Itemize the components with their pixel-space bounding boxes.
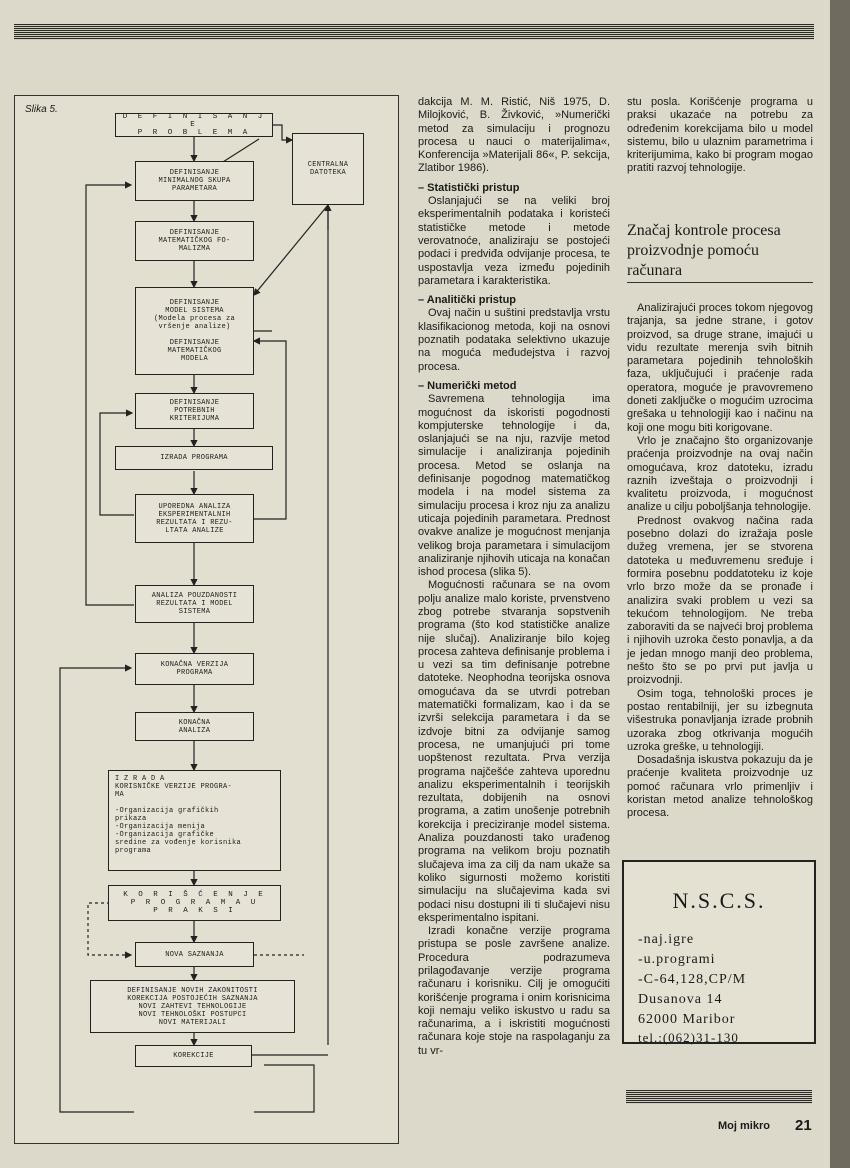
paragraph: Oslanjajući se na veliki broj eksperimentalnih podataka i koristeći statističke metode i metode verovatnoće, analiziraju se postojeći podaci i predviđa odvijanje procesa, te uspostavlja veza između pojedinih parametara i karakteristika. <box>418 195 610 287</box>
paragraph: Izradi konačne verzije programa pristupa se posle završene analize. Procedura podrazumeva prilagođavanje verzije programa računaru i korisniku. Cilj je omogućiti korišćenje programa i onim korisnicima koji nemaju veliko iskustvo u radu sa računarima, a i iskristiti mogućnosti računara koje stoje na raspolaganju za tu vr- <box>418 925 610 1057</box>
section-heading-numerical: – Numerički metod <box>418 379 517 392</box>
bottom-rule <box>626 1090 812 1104</box>
box-program-build: IZRADA PROGRAMA <box>115 446 273 470</box>
advertisement-box <box>622 860 816 1044</box>
paragraph: Vrlo je značajno što organizovanje praćenja proizvodnje na ovaj način omogućava, kroz datoteku, izradu raznih izveštaja o proizvodnji i kvalitetu proizvoda, i mogućnost analize u cilju poboljšanja tehnologije. <box>627 434 813 514</box>
box-comparison-analysis: UPOREDNA ANALIZA EKSPERIMENTALNIH REZULTATA I REZU- LTATA ANALIZE <box>135 494 254 543</box>
paragraph: stu posla. Korišćenje programa u praksi ukazaće na potrebu za određenim korekcijama bilo u model sistemu, bilo u ulaznim parametrima i kriterijumima, kako bi program mogao pratiti razvoj tehnologije. <box>627 96 813 175</box>
figure-caption: Slika 5. <box>25 104 58 115</box>
box-new-laws: DEFINISANJE NOVIH ZAKONITOSTI KOREKCIJA POSTOJEĆIH SAZNANJA NOVI ZAHTEVI TEHNOLOGIJE NOVI TEHNOLOŠKI POSTUPCI NOVI MATERIJALI <box>90 980 295 1033</box>
box-new-knowledge: NOVA SAZNANJA <box>135 942 254 967</box>
paragraph: Analizirajući proces tokom njegovog trajanja, sa jedne strane, i gotov proizvod, sa druge strane, imajući u vidu rezultate merenja svih bitnih parametara pojedinih tehnoloških faza, uključujući i praćenje rada operatora, moguće je pravovremeno doneti zaključke o mogućim uzrocima grešaka u tehnologiji kao i načinu na koji one mogu biti korigovane. <box>627 302 813 434</box>
box-min-parameters: DEFINISANJE MINIMALNOG SKUPA PARAMETARA <box>135 161 254 201</box>
box-corrections: KOREKCIJE <box>135 1045 252 1067</box>
ad-company-name: N.S.C.S. <box>672 888 766 913</box>
box-criteria: DEFINISANJE POTREBNIH KRITERIJUMA <box>135 393 254 429</box>
page-edge <box>830 0 850 1168</box>
section-heading-statistical: – Statistički pristup <box>418 181 520 194</box>
article-column-2 <box>627 302 813 821</box>
box-math-formalism: DEFINISANJE MATEMATIČKOG FO- MALIZMA <box>135 221 254 261</box>
ad-line: -C-64,128,CP/M <box>638 972 747 987</box>
paragraph: Savremena tehnologija ima mogućnost da iskoristi pogodnosti kompjuterske tehnologije i da, oslanjajući se na nju, razvije metod simulacije i analiziranja pojedinih procesa. Metod se oslanja na definisanje pogodnog matematičkog modela i na model sistema za simulaciju procesa i kroz nju za analizu uticaja pojedinih parametara. Prednost ovakve analize je mogućnost menjanja velikog broja parametara i simulacijom analiziranje njihovih uticaja na konačan ishod procesa (slika 5). <box>418 393 610 579</box>
paragraph: Mogućnosti računara se na ovom polju analize malo koriste, prvenstveno zbog potrebe stvaranja sopstvenih programa (što kod statističke analize nije slučaj). Analiziranje bilo kojeg procesa zahteva definisanje problema i u vezi sa tim definisanje potrebne datoteke. Neophodna teorijska osnova omogućava da se utvrdi potreban matematički formalizam, kao i da se izvrši selekcija parametara i da se izdvoje bitni za odvijanje samog procesa, ne umanjujući pri tome uopštenost rezultata. Prva verzija programa najčešće zahteva uporednu analizu eksperimentalnih i teorijskih rezultata, dobijenih na osnovi programa, a zatim unošenje potrebnih korekcija i preciziranje model sistema. Analiza pouzdanosti tako urađenog programa na velikom broju poznatih slučajeva ima za cilj da nam ukaže sa koliko sigurnosti možemo koristiti simulaciju na slučajevima kada svi podaci nisu dostupni ili ti slučajevi nisu eksperimentalno ispitani. <box>418 579 610 924</box>
magazine-name: Moj mikro <box>718 1120 770 1132</box>
paragraph: Osim toga, tehnološki proces je postao rentabilniji, jer su izbegnuta višestruka ponavljanja izrade probnih uzoraka zbog otkrivanja mogućih uzroka greške, u tehnologiji. <box>627 687 813 753</box>
box-reliability-analysis: ANALIZA POUZDANOSTI REZULTATA I MODEL SISTEMA <box>135 585 254 623</box>
box-define-problem: D E F I N I S A N J E P R O B L E M A <box>115 113 273 137</box>
heading-rule <box>627 282 813 283</box>
box-final-analysis: KONAČNA ANALIZA <box>135 712 254 741</box>
paragraph: Ovaj način u suštini predstavlja vrstu klasifikacionog metoda, koji na osnovi poznatih podataka selektivno ukazuje na moguća međudejstva i razvoj procesa. <box>418 307 610 373</box>
article-column-1 <box>418 96 610 1058</box>
section-heading: Značaj kontrole procesa proizvodnje pomoću računara <box>627 222 781 279</box>
box-final-version: KONAČNA VERZIJA PROGRAMA <box>135 653 254 685</box>
box-model-system: DEFINISANJE MODEL SISTEMA (Modela procesa za vršenje analize) DEFINISANJE MATEMATIČKOG MODELA <box>135 287 254 375</box>
ad-phone: tel.:(062)31-130 <box>638 1030 739 1045</box>
reference-text: dakcija M. M. Ristić, Niš 1975, D. Milojković, B. Živković, »Numerički metod za simulaciju i prognozu procesa u nauci o materijalima«, Konferencija »Materijali 86«, P. sekcija, Zlatibor 1986). <box>418 96 610 175</box>
box-central-database: CENTRALNA DATOTEKA <box>292 133 364 205</box>
ad-city: 62000 Maribor <box>638 1012 736 1027</box>
box-user-version: I Z R A D A KORISNIČKE VERZIJE PROGRA- MA -Organizacija grafičkih prikaza -Organizacija menija -Organizacija grafičke sredine za vođenje korisnika programa <box>108 770 281 871</box>
top-rule <box>14 24 814 40</box>
ad-line: -u.programi <box>638 952 716 967</box>
section-heading-analytical: – Analitički pristup <box>418 294 517 307</box>
page-number: 21 <box>795 1117 812 1134</box>
paragraph: Prednost ovakvog načina rada posebno dolazi do izražaja posle dužeg vremena, jer se stvorena datoteka u međuvremenu sređuje i formira posebnu poddatoteku iz koje vrlo brzo može da se pronađe i analizira svaki problem u vezi sa tekućom tehnologijom. Ne treba zaboraviti da se najveći broj problema i njihovih uzroka često ponavlja, a da je jedan mnogo manji deo problema, nešto što se po prvi put javlja u proizvodnji. <box>627 514 813 687</box>
box-program-usage: K O R I Š Ć E N J E P R O G R A M A U P R A K S I <box>108 885 281 921</box>
ad-address: Dusanova 14 <box>638 992 723 1007</box>
paragraph: Dosadašnja iskustva pokazuju da je praćenje kvaliteta proizvodnje uz pomoć računara vrlo primenljiv i koristan metod analize tehnološkog procesa. <box>627 754 813 820</box>
article-column-2-top <box>627 96 813 176</box>
ad-line: -naj.igre <box>638 932 695 947</box>
